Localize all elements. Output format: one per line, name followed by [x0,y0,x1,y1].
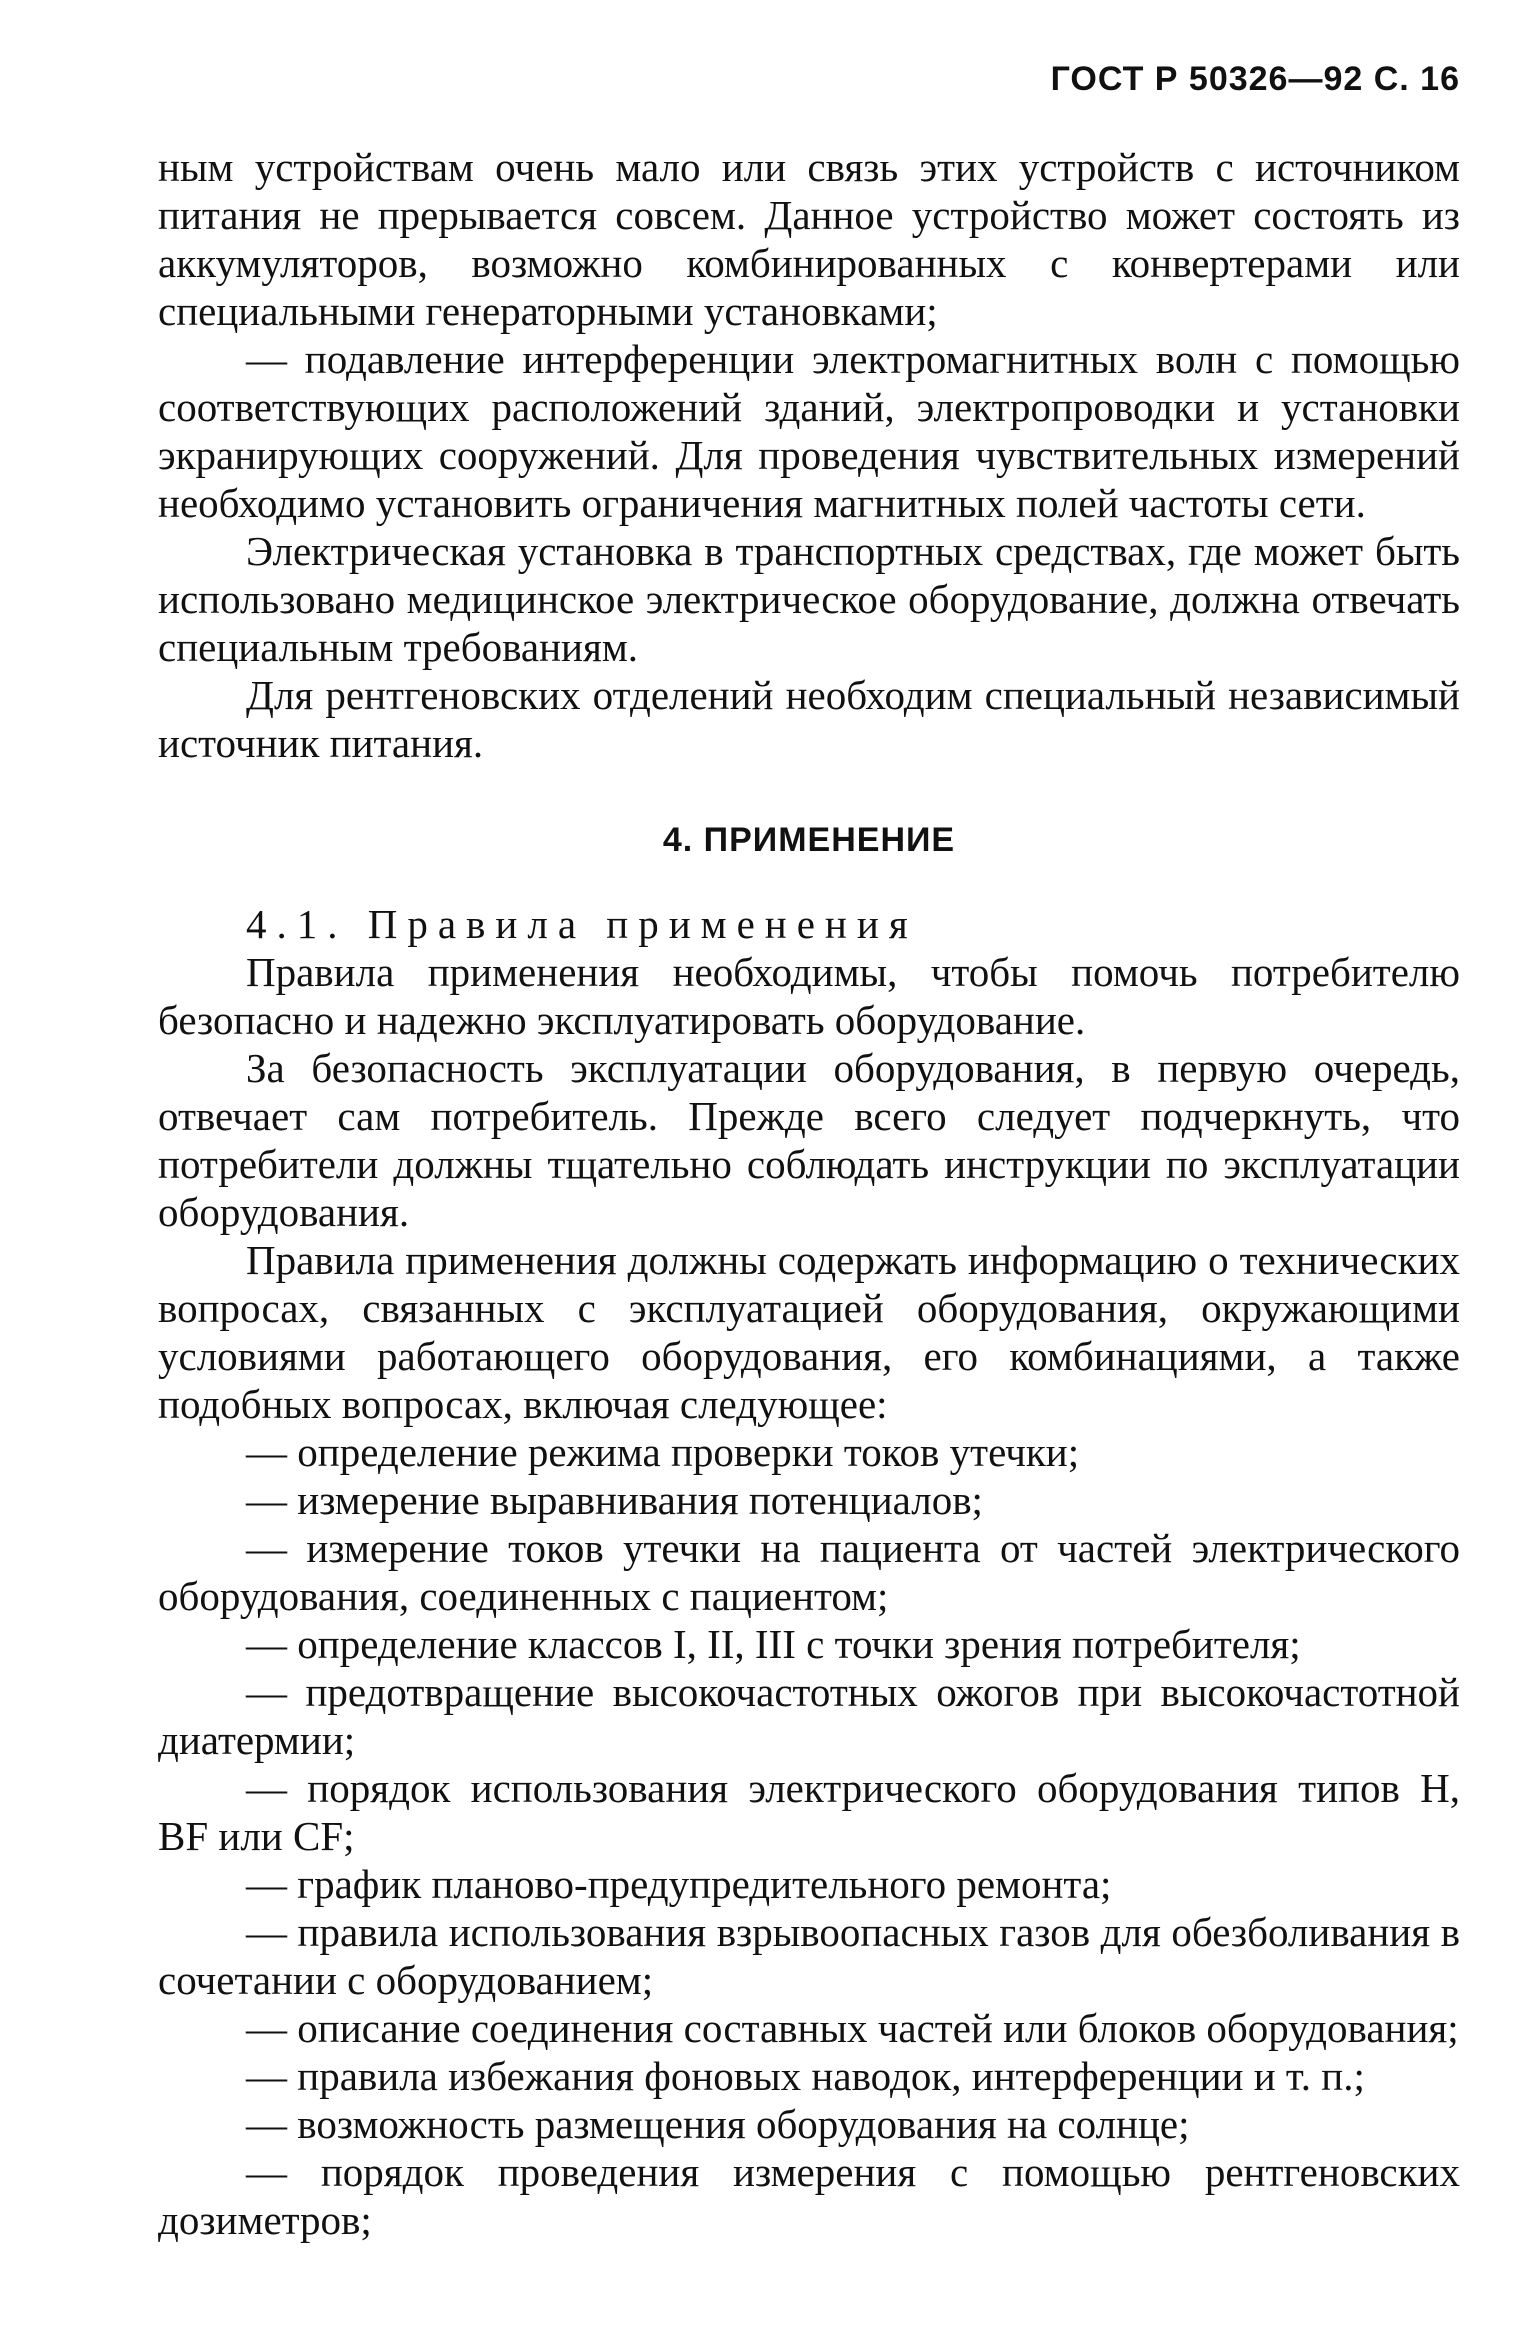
paragraph: Для рентгеновских отделений необходим специальный независимый источник питания. [158,672,1460,766]
list-item: — предотвращение высокочастотных ожогов при высокочастотной диатермии; [158,1669,1460,1763]
list-item: — график планово-предупредительного ремонта; [246,1861,1112,1907]
list-item: — описание соединения составных частей или блоков оборудования; [246,2005,1459,2051]
list-item: — правила избежания фоновых наводок, интерференции и т. п.; [246,2053,1365,2099]
list-item: — порядок использования электрического оборудования типов Н, BF или CF; [158,1765,1460,1859]
paragraph: ным устройствам очень мало или связь этих устройств с источником питания не прерывается совсем. Данное устройство может состоять из аккумуляторов, возможно комбинированных с конвертерами или специальными генераторными установками; [158,144,1460,334]
paragraph: Правила применения необходимы, чтобы помочь потребителю безопасно и надежно эксплуатировать оборудование. [158,949,1460,1043]
paragraph: Правила применения должны содержать информацию о технических вопросах, связанных с эксплуатацией оборудования, окружающими условиями работающего оборудования, его комбинациями, а также подобных вопросах, включая следующее: [158,1237,1460,1427]
list-item: — измерение выравнивания потенциалов; [246,1477,983,1523]
list-item: — возможность размещения оборудования на солнце; [246,2101,1190,2147]
paragraph: Электрическая установка в транспортных средствах, где может быть использовано медицинское электрическое оборудование, должна отвечать специальным требованиям. [158,528,1460,670]
document-page [158,60,1460,2244]
subsection-title: 4.1. Правила применения [246,901,918,947]
paragraph: — подавление интерференции электромагнитных волн с помощью соответствующих расположений зданий, электропроводки и установки экранирующих сооружений. Для проведения чувствительных измерений необходимо установить ограничения магнитных полей частоты сети. [158,336,1460,526]
list-item: — измерение токов утечки на пациента от частей электрического оборудования, соединенных с пациентом; [158,1525,1460,1619]
list-item: — порядок проведения измерения с помощью рентгеновских дозиметров; [158,2149,1460,2243]
list-item: — правила использования взрывоопасных газов для обезболивания в сочетании с оборудованием; [158,1909,1460,2003]
running-header: ГОСТ Р 50326—92 С. 16 [1050,60,1460,98]
section-title: 4. ПРИМЕНЕНИЕ [662,821,956,859]
list-item: — определение классов I, II, III с точки зрения потребителя; [246,1621,1301,1667]
list-item: — определение режима проверки токов утечки; [246,1429,1080,1475]
paragraph: За безопасность эксплуатации оборудования, в первую очередь, отвечает сам потребитель. Прежде всего следует подчеркнуть, что потребители должны тщательно соблюдать инструкции по эксплуатации оборудования. [158,1045,1460,1235]
